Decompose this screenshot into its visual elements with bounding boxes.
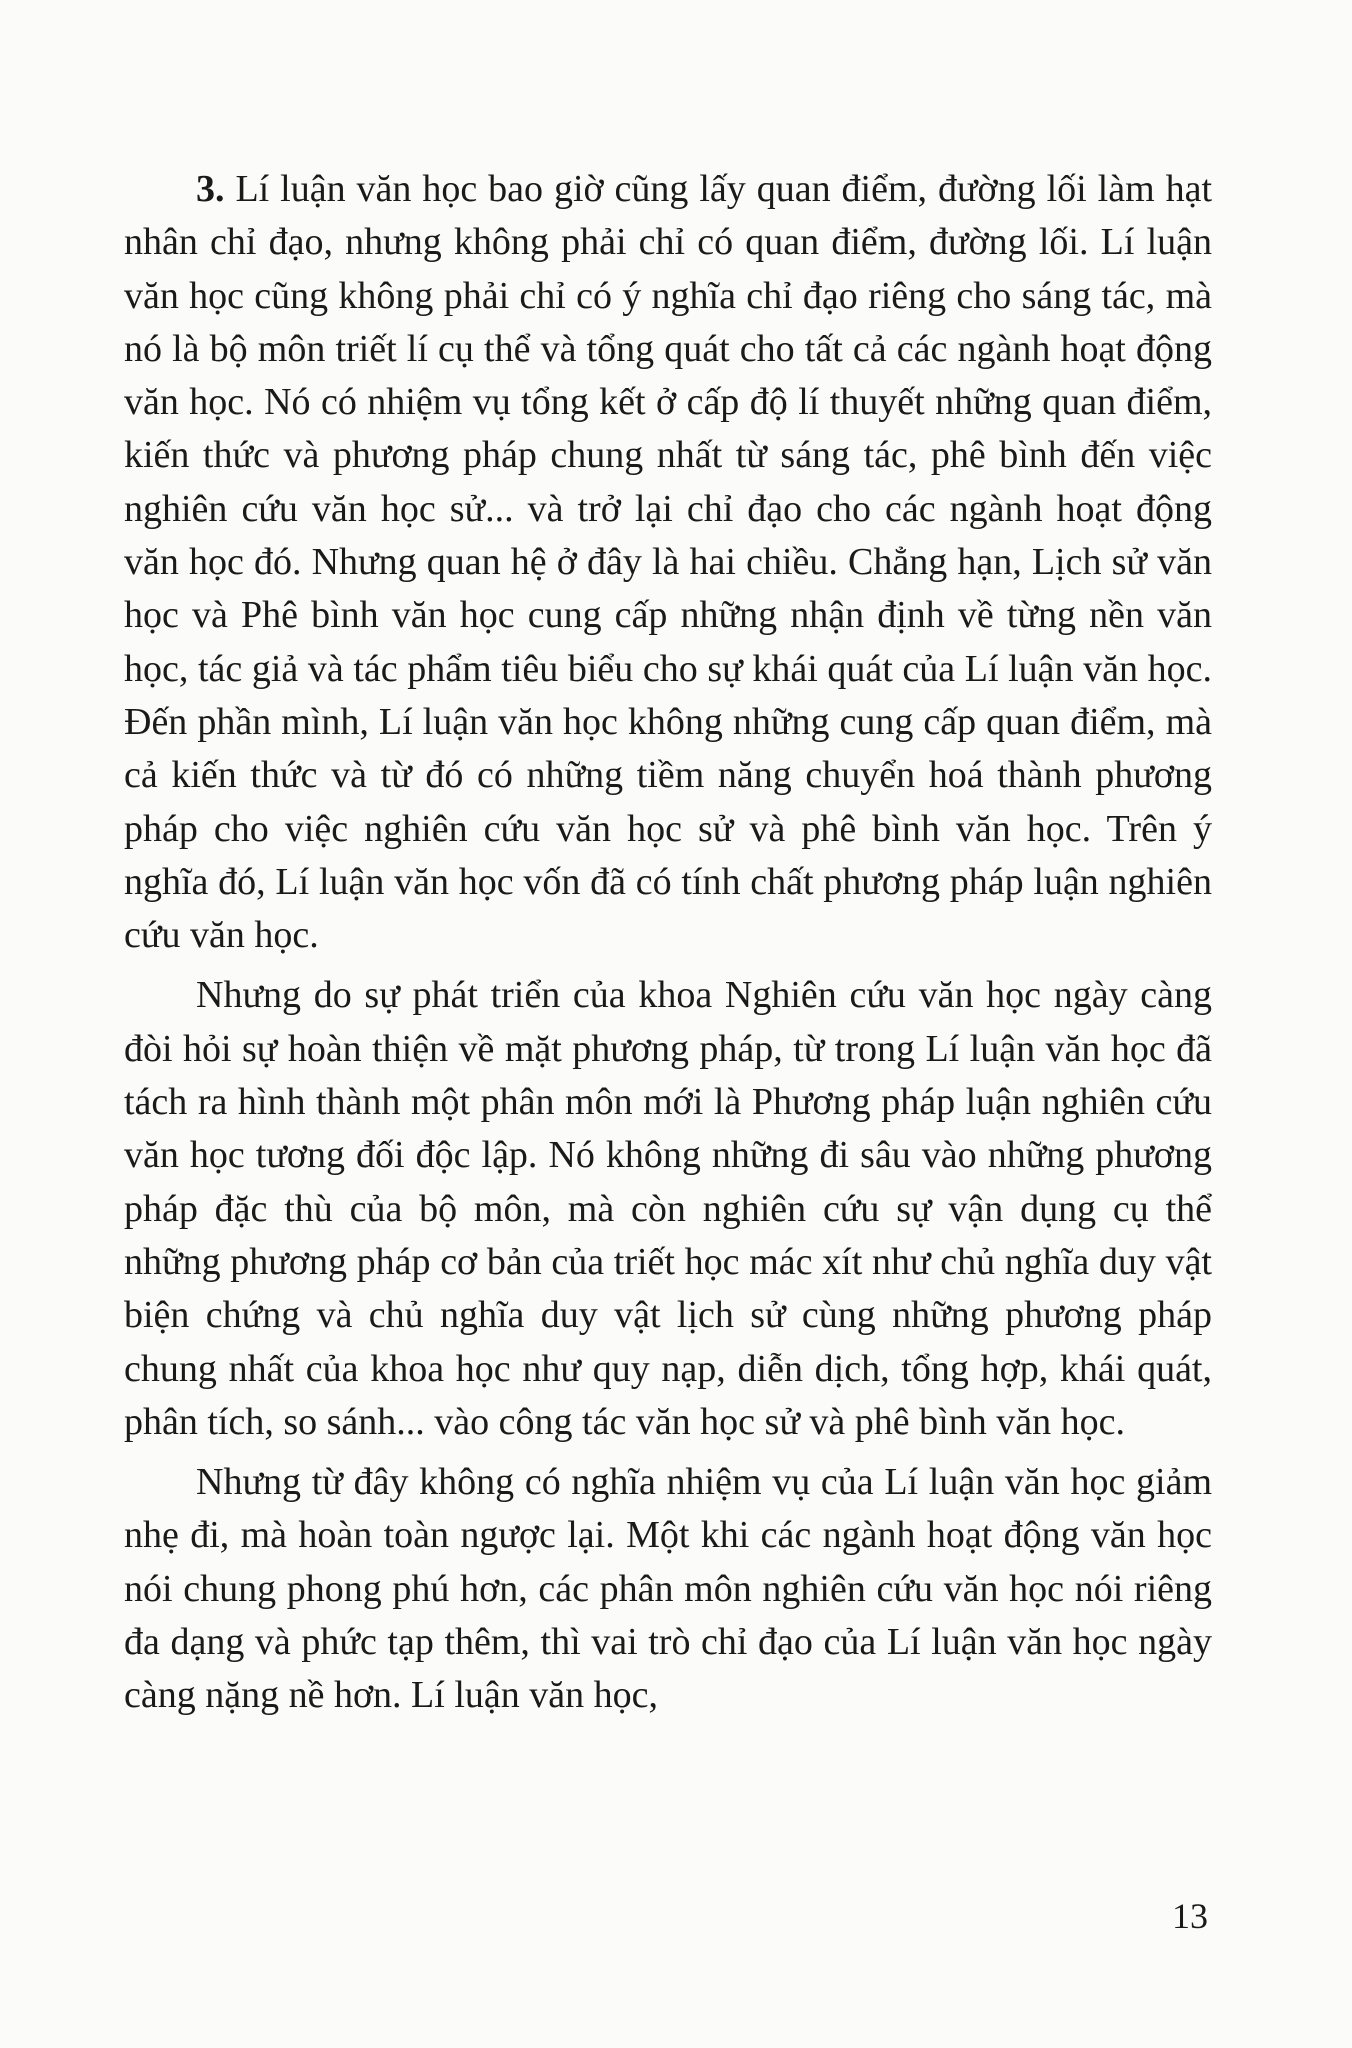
- paragraph-1: [124, 163, 1212, 962]
- body-text: [124, 163, 1212, 1730]
- paragraph-number: 3.: [196, 168, 225, 210]
- paragraph-1-text: Lí luận văn học bao giờ cũng lấy quan điểm, đường lối làm hạt nhân chỉ đạo, nhưng không phải chỉ có quan điểm, đường lối. Lí luận văn học cũng không phải chỉ có ý nghĩa chỉ đạo riêng cho sáng tác, mà nó là bộ môn triết lí cụ thể và tổng quát cho tất cả các ngành hoạt động văn học. Nó có nhiệm vụ tổng kết ở cấp độ lí thuyết những quan điểm, kiến thức và phương pháp chung nhất từ sáng tác, phê bình đến việc nghiên cứu văn học sử... và trở lại chỉ đạo cho các ngành hoạt động văn học đó. Nhưng quan hệ ở đây là hai chiều. Chẳng hạn, Lịch sử văn học và Phê bình văn học cung cấp những nhận định về từng nền văn học, tác giả và tác phẩm tiêu biểu cho sự khái quát của Lí luận văn học. Đến phần mình, Lí luận văn học không những cung cấp quan điểm, mà cả kiến thức và từ đó có những tiềm năng chuyển hoá thành phương pháp cho việc nghiên cứu văn học sử và phê bình văn học. Trên ý nghĩa đó, Lí luận văn học vốn đã có tính chất phương pháp luận nghiên cứu văn học.: [124, 168, 1212, 957]
- page-number: 13: [1172, 1896, 1208, 1936]
- paragraph-3: Nhưng từ đây không có nghĩa nhiệm vụ của Lí luận văn học giảm nhẹ đi, mà hoàn toàn ngược lại. Một khi các ngành hoạt động văn học nói chung phong phú hơn, các phân môn nghiên cứu văn học nói riêng đa dạng và phức tạp thêm, thì vai trò chỉ đạo của Lí luận văn học ngày càng nặng nề hơn. Lí luận văn học,: [124, 1461, 1212, 1717]
- paragraph-2: Nhưng do sự phát triển của khoa Nghiên cứu văn học ngày càng đòi hỏi sự hoàn thiện về mặt phương pháp, từ trong Lí luận văn học đã tách ra hình thành một phân môn mới là Phương pháp luận nghiên cứu văn học tương đối độc lập. Nó không những đi sâu vào những phương pháp đặc thù của bộ môn, mà còn nghiên cứu sự vận dụng cụ thể những phương pháp cơ bản của triết học mác xít như chủ nghĩa duy vật biện chứng và chủ nghĩa duy vật lịch sử cùng những phương pháp chung nhất của khoa học như quy nạp, diễn dịch, tổng hợp, khái quát, phân tích, so sánh... vào công tác văn học sử và phê bình văn học.: [124, 974, 1212, 1443]
